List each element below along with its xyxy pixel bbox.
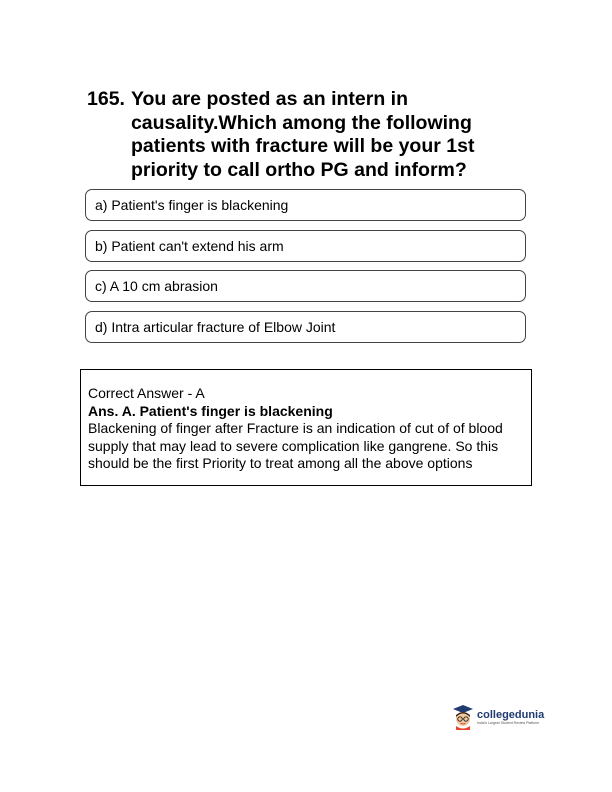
correct-answer-line: Correct Answer - A — [88, 385, 205, 401]
question-number: 165. — [87, 88, 125, 110]
answer-explanation: Blackening of finger after Fracture is an indication of cut of of blood supply that may lead to severe complication like gangrene. So this should be the first Priority to treat among all the above options — [88, 420, 503, 471]
logo-name: collegedunia — [477, 708, 545, 721]
options-list — [85, 189, 526, 351]
student-mascot-icon — [452, 704, 474, 730]
logo-tagline: India's Largest Student Review Platform — [477, 720, 540, 725]
option-b[interactable]: b) Patient can't extend his arm — [85, 230, 526, 262]
question-text: You are posted as an intern in causality.Which among the following patients with fracture will be your 1st priority to call ortho PG and inform? — [130, 88, 475, 181]
option-c[interactable]: c) A 10 cm abrasion — [85, 270, 526, 302]
question — [87, 88, 507, 182]
option-a[interactable]: a) Patient's finger is blackening — [85, 189, 526, 221]
collegedunia-logo — [452, 704, 544, 730]
option-d[interactable]: d) Intra articular fracture of Elbow Joint — [85, 311, 526, 343]
answer-box — [80, 369, 532, 486]
answer-title: Ans. A. Patient's finger is blackening — [88, 402, 333, 419]
